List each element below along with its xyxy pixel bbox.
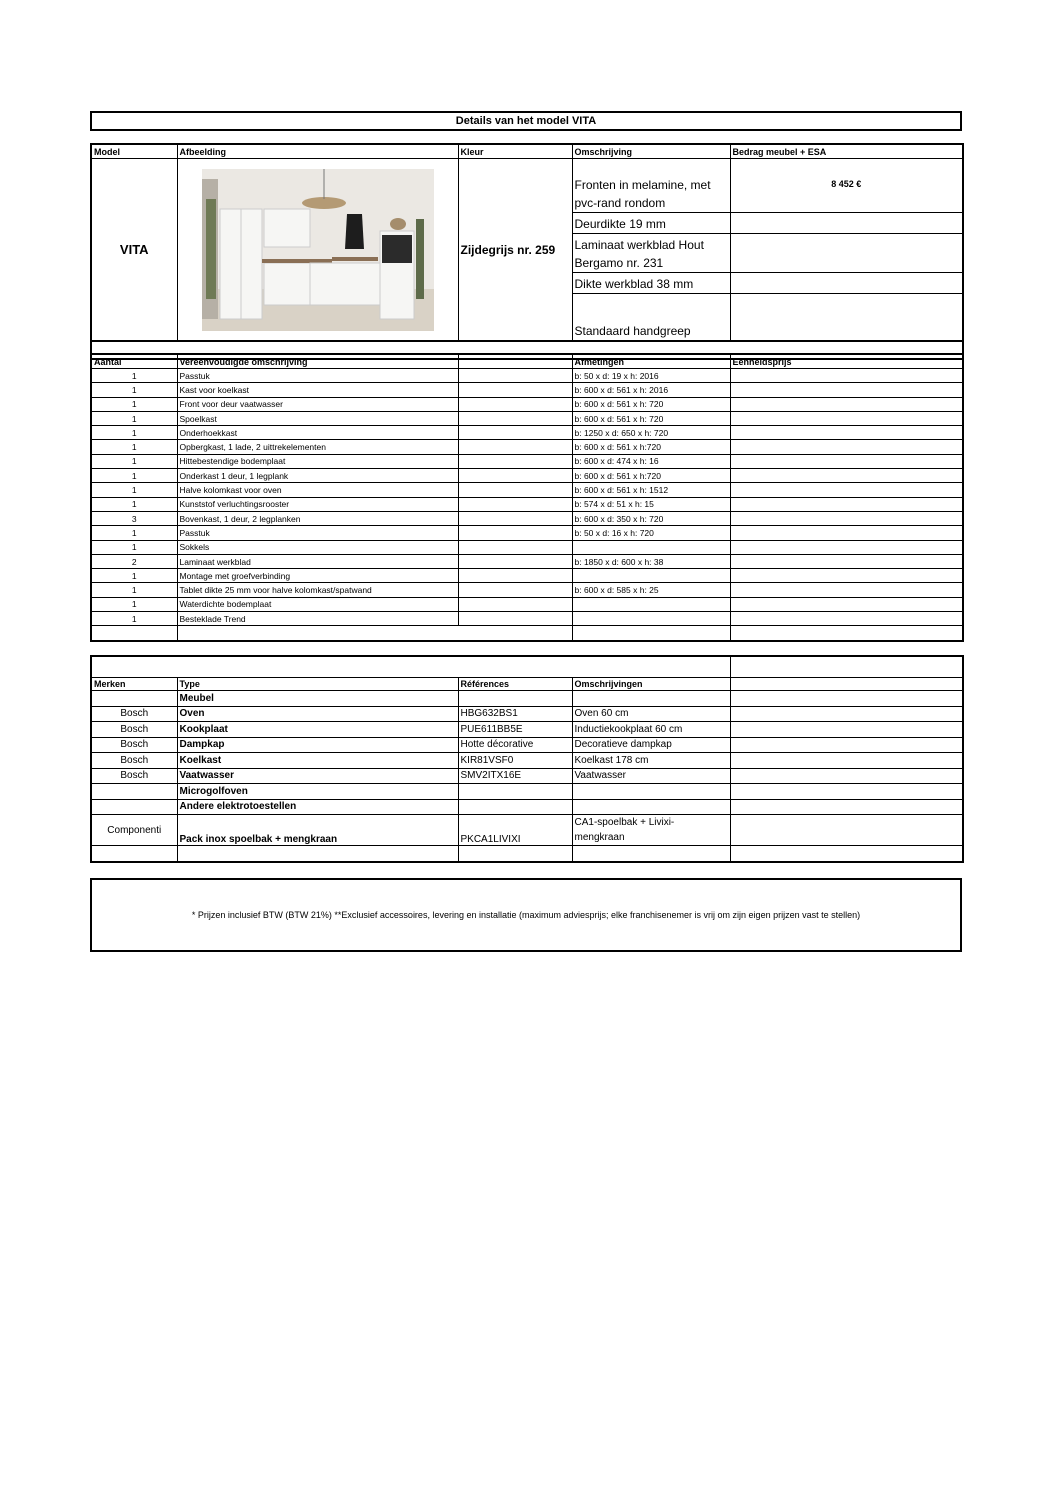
item-qty: 1 (91, 426, 177, 440)
item-blank (458, 569, 572, 583)
item-price (730, 454, 963, 468)
brand-merk (91, 784, 177, 800)
item-qty: 1 (91, 497, 177, 511)
brand-ref (458, 691, 572, 707)
item-row (91, 440, 963, 454)
item-row (91, 612, 963, 626)
item-blank (458, 540, 572, 554)
model-name: VITA (91, 159, 177, 342)
item-qty: 1 (91, 397, 177, 411)
item-price (730, 397, 963, 411)
item-desc: Halve kolomkast voor oven (177, 483, 458, 497)
item-row (91, 426, 963, 440)
col-afmetingen: Afmetingen (572, 354, 730, 369)
brands-top-blank-right (730, 656, 963, 678)
kitchen-image-cell (177, 159, 458, 342)
brand-omschr: Oven 60 cm (572, 706, 730, 722)
brand-blank (730, 753, 963, 769)
item-blank (458, 554, 572, 568)
brand-ref (458, 784, 572, 800)
brand-ref: SMV2ITX16E (458, 768, 572, 784)
item-dim: b: 1250 x d: 650 x h: 720 (572, 426, 730, 440)
brands-top-blank (91, 656, 730, 678)
item-dim: b: 50 x d: 16 x h: 720 (572, 526, 730, 540)
item-qty: 1 (91, 583, 177, 597)
brand-row (91, 737, 963, 753)
item-price (730, 583, 963, 597)
item-price (730, 597, 963, 611)
col-afbeelding: Afbeelding (177, 144, 458, 159)
col-kleur: Kleur (458, 144, 572, 159)
item-dim: b: 600 x d: 561 x h: 720 (572, 411, 730, 425)
brand-ref: KIR81VSF0 (458, 753, 572, 769)
componenti-blank (730, 815, 963, 846)
item-desc: Kunststof verluchtingsrooster (177, 497, 458, 511)
item-price (730, 612, 963, 626)
brand-omschr: Inductiekookplaat 60 cm (572, 722, 730, 738)
empty-cell (730, 626, 963, 641)
price-empty (730, 234, 963, 273)
brand-merk: Bosch (91, 768, 177, 784)
componenti-omschr (572, 815, 730, 846)
title-table (90, 111, 962, 131)
brand-type: Koelkast (177, 753, 458, 769)
brand-blank (730, 691, 963, 707)
brand-omschr (572, 799, 730, 815)
brand-omschr (572, 691, 730, 707)
item-dim (572, 569, 730, 583)
empty-cell (572, 846, 730, 862)
empty-cell (177, 846, 458, 862)
item-desc: Waterdichte bodemplaat (177, 597, 458, 611)
item-desc: Bovenkast, 1 deur, 2 legplanken (177, 511, 458, 525)
item-qty: 1 (91, 383, 177, 397)
item-blank (458, 383, 572, 397)
item-dim: b: 574 x d: 51 x h: 15 (572, 497, 730, 511)
price-empty (730, 273, 963, 294)
item-row (91, 483, 963, 497)
item-qty: 1 (91, 369, 177, 383)
brand-type: Vaatwasser (177, 768, 458, 784)
brand-blank (730, 768, 963, 784)
item-row (91, 554, 963, 568)
componenti-ref: PKCA1LIVIXI (458, 815, 572, 846)
brand-blank (730, 722, 963, 738)
col-references: Références (458, 678, 572, 691)
brand-row (91, 706, 963, 722)
brand-row (91, 768, 963, 784)
price-value: 8 452 € (730, 159, 963, 213)
col-eenheidsprijs: Eenheidsprijs (730, 354, 963, 369)
empty-cell (458, 846, 572, 862)
brand-type: Oven (177, 706, 458, 722)
brand-blank (730, 784, 963, 800)
item-row (91, 369, 963, 383)
item-row (91, 597, 963, 611)
item-qty: 1 (91, 597, 177, 611)
col-merken: Merken (91, 678, 177, 691)
col-brands-blank (730, 678, 963, 691)
brand-merk (91, 691, 177, 707)
brand-row (91, 784, 963, 800)
item-price (730, 411, 963, 425)
brand-merk: Bosch (91, 722, 177, 738)
kitchen-image (202, 169, 434, 331)
item-qty: 2 (91, 554, 177, 568)
brand-merk (91, 799, 177, 815)
item-qty: 1 (91, 440, 177, 454)
brand-omschr: Koelkast 178 cm (572, 753, 730, 769)
kleur-value: Zijdegrijs nr. 259 (458, 159, 572, 342)
desc-dikte: Dikte werkblad 38 mm (572, 273, 730, 294)
brand-omschr: Vaatwasser (572, 768, 730, 784)
item-dim: b: 50 x d: 19 x h: 2016 (572, 369, 730, 383)
brand-ref: HBG632BS1 (458, 706, 572, 722)
col-model: Model (91, 144, 177, 159)
col-type: Type (177, 678, 458, 691)
item-blank (458, 612, 572, 626)
item-row (91, 569, 963, 583)
item-desc: Montage met groefverbinding (177, 569, 458, 583)
item-row (91, 469, 963, 483)
price-empty (730, 213, 963, 234)
item-dim (572, 540, 730, 554)
brand-omschr: Decoratieve dampkap (572, 737, 730, 753)
item-row (91, 526, 963, 540)
item-desc: Passtuk (177, 526, 458, 540)
item-dim (572, 612, 730, 626)
brand-ref: PUE611BB5E (458, 722, 572, 738)
item-desc: Onderhoekkast (177, 426, 458, 440)
empty-cell (91, 846, 177, 862)
brand-type: Microgolfoven (177, 784, 458, 800)
item-row (91, 454, 963, 468)
items-table (90, 353, 964, 642)
empty-cell (730, 846, 963, 862)
brand-row (91, 753, 963, 769)
item-dim: b: 600 x d: 561 x h:720 (572, 469, 730, 483)
item-row (91, 397, 963, 411)
item-desc: Tablet dikte 25 mm voor halve kolomkast/spatwand (177, 583, 458, 597)
item-blank (458, 483, 572, 497)
item-price (730, 569, 963, 583)
item-row (91, 511, 963, 525)
componenti-row (91, 815, 963, 846)
item-desc: Passtuk (177, 369, 458, 383)
col-vereenvoudigde-omschrijving: Vereenvoudigde omschrijving (177, 354, 458, 369)
componenti-omschr-line2: mengkraan (574, 832, 625, 843)
item-blank (458, 526, 572, 540)
col-bedrag: Bedrag meubel + ESA (730, 144, 963, 159)
item-desc: Spoelkast (177, 411, 458, 425)
componenti-type: Pack inox spoelbak + mengkraan (177, 815, 458, 846)
brand-ref: Hotte décorative (458, 737, 572, 753)
componenti-omschr-line1: CA1-spoelbak + Livixi- (574, 817, 675, 828)
item-row (91, 411, 963, 425)
brand-type: Andere elektrotoestellen (177, 799, 458, 815)
empty-cell (91, 626, 177, 641)
item-dim: b: 1850 x d: 600 x h: 38 (572, 554, 730, 568)
item-price (730, 483, 963, 497)
item-blank (458, 426, 572, 440)
item-desc: Sokkels (177, 540, 458, 554)
item-blank (458, 597, 572, 611)
brand-omschr (572, 784, 730, 800)
item-blank (458, 397, 572, 411)
brand-merk: Bosch (91, 737, 177, 753)
brand-row (91, 722, 963, 738)
item-row (91, 497, 963, 511)
item-qty: 1 (91, 540, 177, 554)
item-desc: Laminaat werkblad (177, 554, 458, 568)
item-row-empty (91, 626, 963, 641)
item-desc: Besteklade Trend (177, 612, 458, 626)
item-qty: 3 (91, 511, 177, 525)
desc-werkblad: Laminaat werkblad Hout Bergamo nr. 231 (572, 234, 730, 273)
item-dim: b: 600 x d: 350 x h: 720 (572, 511, 730, 525)
item-price (730, 383, 963, 397)
brand-row-empty (91, 846, 963, 862)
item-blank (458, 411, 572, 425)
item-dim: b: 600 x d: 474 x h: 16 (572, 454, 730, 468)
brand-blank (730, 706, 963, 722)
item-blank (458, 469, 572, 483)
col-aantal: Aantal (91, 354, 177, 369)
item-desc: Hittebestendige bodemplaat (177, 454, 458, 468)
item-price (730, 526, 963, 540)
item-blank (458, 511, 572, 525)
col-blank (458, 354, 572, 369)
item-desc: Front voor deur vaatwasser (177, 397, 458, 411)
item-price (730, 511, 963, 525)
desc-fronten: Fronten in melamine, met pvc-rand rondom (572, 159, 730, 213)
brand-type: Kookplaat (177, 722, 458, 738)
item-price (730, 469, 963, 483)
item-blank (458, 454, 572, 468)
item-qty: 1 (91, 569, 177, 583)
empty-cell (572, 626, 730, 641)
model-table (90, 143, 964, 360)
item-dim: b: 600 x d: 561 x h:720 (572, 440, 730, 454)
item-row (91, 583, 963, 597)
brands-table (90, 655, 964, 863)
item-dim: b: 600 x d: 561 x h: 1512 (572, 483, 730, 497)
item-dim: b: 600 x d: 561 x h: 720 (572, 397, 730, 411)
brand-row (91, 691, 963, 707)
item-desc: Onderkast 1 deur, 1 legplank (177, 469, 458, 483)
item-row (91, 383, 963, 397)
footnote: * Prijzen inclusief BTW (BTW 21%) **Exclusief accessoires, levering en installatie (maximum adviesprijs; elke franchisenemer is vrij om zijn eigen prijzen vast te stellen) (90, 878, 962, 952)
item-qty: 1 (91, 411, 177, 425)
col-omschrijving: Omschrijving (572, 144, 730, 159)
brand-merk: Bosch (91, 753, 177, 769)
item-dim: b: 600 x d: 585 x h: 25 (572, 583, 730, 597)
item-qty: 1 (91, 483, 177, 497)
item-price (730, 426, 963, 440)
item-desc: Kast voor koelkast (177, 383, 458, 397)
desc-handgreep: Standaard handgreep (572, 294, 730, 342)
item-dim: b: 600 x d: 561 x h: 2016 (572, 383, 730, 397)
item-qty: 1 (91, 612, 177, 626)
brand-merk: Bosch (91, 706, 177, 722)
brand-blank (730, 737, 963, 753)
page-title: Details van het model VITA (91, 112, 961, 130)
item-qty: 1 (91, 469, 177, 483)
item-price (730, 497, 963, 511)
item-row (91, 540, 963, 554)
item-price (730, 369, 963, 383)
brand-type: Dampkap (177, 737, 458, 753)
item-price (730, 440, 963, 454)
componenti-merk: Componenti (91, 815, 177, 846)
item-price (730, 540, 963, 554)
item-qty: 1 (91, 454, 177, 468)
brand-ref (458, 799, 572, 815)
item-dim (572, 597, 730, 611)
empty-cell (177, 626, 572, 641)
item-blank (458, 440, 572, 454)
item-desc: Opbergkast, 1 lade, 2 uittrekelementen (177, 440, 458, 454)
item-qty: 1 (91, 526, 177, 540)
item-price (730, 554, 963, 568)
brand-blank (730, 799, 963, 815)
item-blank (458, 369, 572, 383)
item-blank (458, 497, 572, 511)
price-empty (730, 294, 963, 342)
brand-row (91, 799, 963, 815)
item-blank (458, 583, 572, 597)
desc-deurdikte: Deurdikte 19 mm (572, 213, 730, 234)
brand-type: Meubel (177, 691, 458, 707)
col-omschrijvingen: Omschrijvingen (572, 678, 730, 691)
